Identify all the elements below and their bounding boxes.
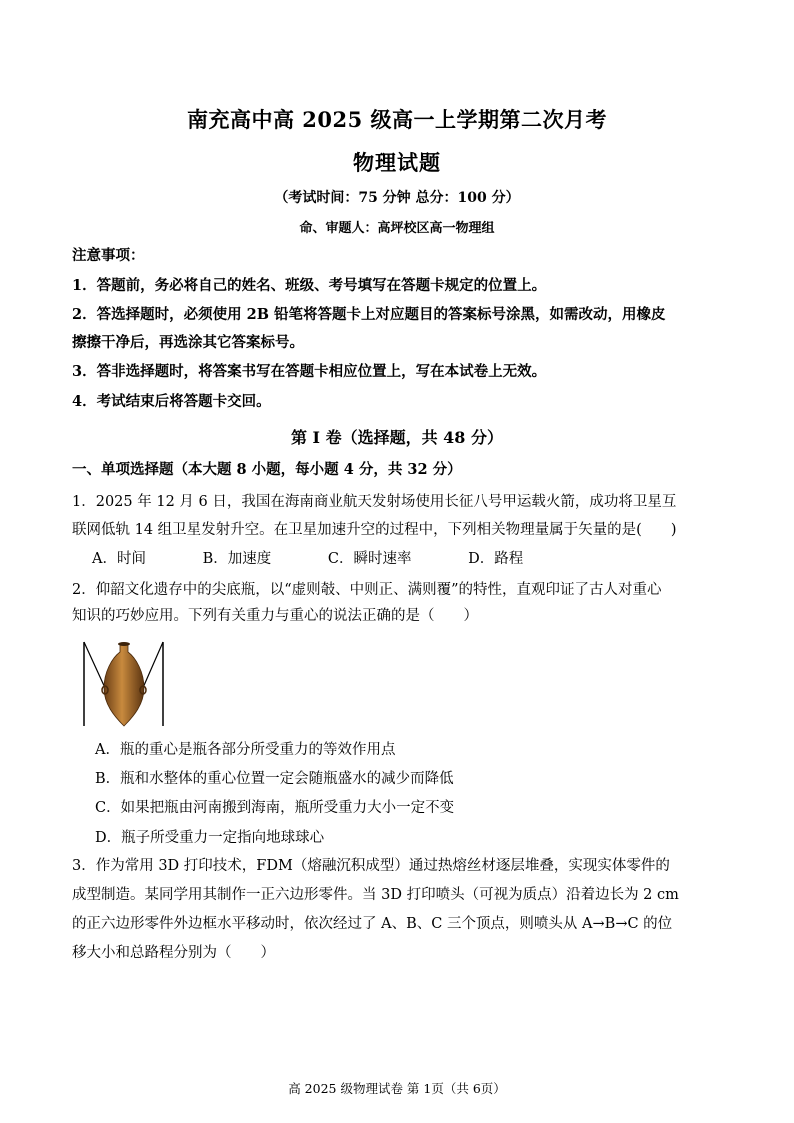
note-item-3: 3．答非选择题时，将答案书写在答题卡相应位置上，写在本试卷上无效。 <box>72 363 547 380</box>
exam-subject: 物理试题 <box>353 150 441 175</box>
q2-text-line2: 知识的巧妙应用。下列有关重力与重心的说法正确的是（ ） <box>72 608 478 624</box>
q1-text-line1: 1．2025 年 12 月 6 日，我国在海南商业航天发射场使用长征八号甲运载火箭，成功将卫星互 <box>72 494 677 510</box>
exam-info: （考试时间：75 分钟 总分：100 分） <box>274 190 520 206</box>
exam-title: 南充高中高 2025 级高一上学期第二次月考 <box>186 107 608 132</box>
page-footer: 高 2025 级物理试卷 第 1页（共 6页） <box>288 1081 506 1096</box>
note-item-2-cont: 擦擦干净后，再选涂其它答案标号。 <box>72 334 304 351</box>
q3-text-line1: 3．作为常用 3D 打印技术，FDM（熔融沉积成型）通过热熔丝材逐层堆叠，实现实体零件的 <box>72 858 670 874</box>
q2-option-a: A．瓶的重心是瓶各部分所受重力的等效作用点 <box>95 742 396 758</box>
q2-option-c: C．如果把瓶由河南搬到海南，瓶所受重力大小一定不变 <box>95 800 455 816</box>
q1-options <box>92 549 575 569</box>
pointed-bottom-bottle-figure <box>82 638 166 728</box>
notes-heading: 注意事项： <box>72 247 145 264</box>
q1-option-d: D．路程 <box>468 551 524 567</box>
note-item-2: 2．答选择题时，必须使用 2B 铅笔将答题卡上对应题目的答案标号涂黑，如需改动，用橡皮 <box>72 306 666 323</box>
part1-title: 一、单项选择题（本大题 8 小题，每小题 4 分，共 32 分） <box>72 461 462 478</box>
exam-authors: 命、审题人：高坪校区高一物理组 <box>299 221 495 236</box>
q2-option-b: B．瓶和水整体的重心位置一定会随瓶盛水的减少而降低 <box>95 771 454 787</box>
q1-option-a: A．时间 <box>92 551 146 567</box>
section-title: 第 I 卷（选择题，共 48 分） <box>290 428 504 447</box>
q1-option-b: B．加速度 <box>202 551 272 567</box>
q2-option-d: D．瓶子所受重力一定指向地球球心 <box>95 830 325 846</box>
q3-text-line3: 的正六边形零件外边框水平移动时，依次经过了 A、B、C 三个顶点，则喷头从 A→B→C 的位 <box>72 916 673 932</box>
q2-text-line1: 2．仰韶文化遗存中的尖底瓶，以“虚则攲、中则正、满则覆”的特性，直观印证了古人对重心 <box>72 582 662 598</box>
q1-text-line2: 联网低轨 14 组卫星发射升空。在卫星加速升空的过程中，下列相关物理量属于矢量的是( ) <box>72 522 677 538</box>
q1-option-c: C．瞬时速率 <box>327 551 412 567</box>
q3-text-line4: 移大小和总路程分别为（ ） <box>72 945 275 961</box>
q3-text-line2: 成型制造。某同学用其制作一正六边形零件。当 3D 打印喷头（可视为质点）沿着边长为 2 cm <box>72 887 679 903</box>
note-item-1: 1．答题前，务必将自己的姓名、班级、考号填写在答题卡规定的位置上。 <box>72 277 547 294</box>
note-item-4: 4．考试结束后将答题卡交回。 <box>72 393 271 410</box>
